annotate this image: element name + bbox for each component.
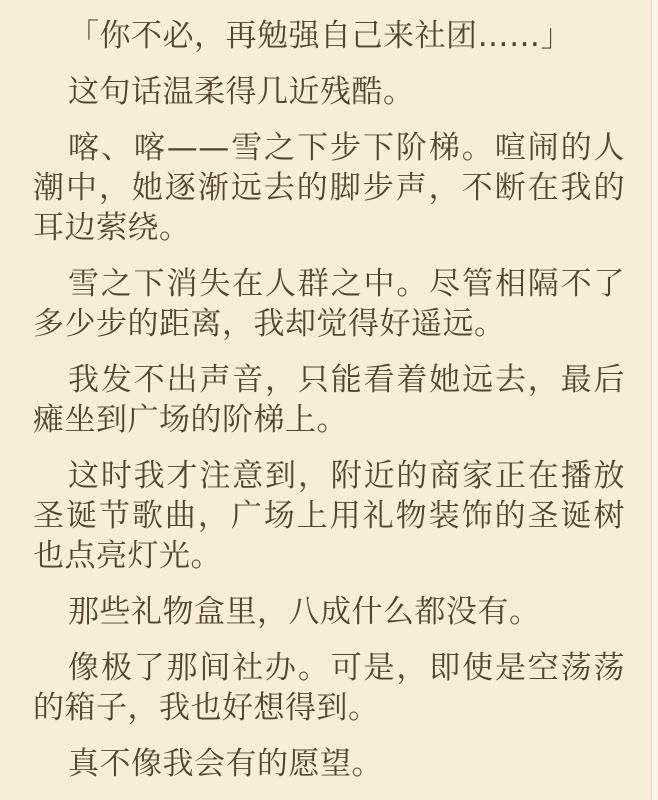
paragraph: 那些礼物盒里，八成什么都没有。 xyxy=(68,594,541,630)
page-edge-strip xyxy=(651,0,658,800)
paragraph: 像极了那间社办。可是，即使是空荡荡的箱子，我也好想得到。 xyxy=(33,650,625,726)
paragraph: 喀、喀——雪之下步下阶梯。喧闹的人潮中，她逐渐远去的脚步声，不断在我的耳边萦绕。 xyxy=(33,130,625,246)
paragraph: 「你不必，再勉强自己来社团……」 xyxy=(68,18,572,54)
paragraph: 我发不出声音，只能看着她远去，最后瘫坐到广场的阶梯上。 xyxy=(33,362,625,438)
paragraph: 这时我才注意到，附近的商家正在播放圣诞节歌曲，广场上用礼物装饰的圣诞树也点亮灯光。 xyxy=(33,458,625,574)
paragraph: 这句话温柔得几近残酷。 xyxy=(68,74,415,110)
paragraph: 雪之下消失在人群之中。尽管相隔不了多少步的距离，我却觉得好遥远。 xyxy=(33,266,625,342)
paragraph: 真不像我会有的愿望。 xyxy=(68,746,383,782)
